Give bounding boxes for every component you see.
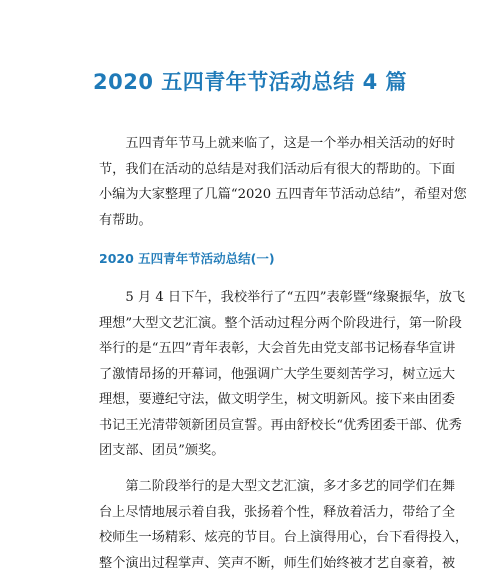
paragraph-line: 校师生一场精彩、炫亮的节目。台上演得用心，台下看得投入， [99,525,421,551]
body-paragraph-2 [99,474,421,576]
paragraph-line: 举行的是“五四”青年表彰，大会首先由党支部书记杨春华宣讲 [99,336,421,362]
paragraph-line: 节，我们在活动的总结是对我们活动后有很大的帮助的。下面 [99,157,421,183]
paragraph-line: 了激情昂扬的开幕词，他强调广大学生要刻苦学习，树立远大 [99,362,421,388]
paragraph-line: 五四青年节马上就来临了，这是一个举办相关活动的好时 [99,131,421,157]
paragraph-line: 理想，要遵纪守法，做文明学生，树文明新风。接下来由团委 [99,387,421,413]
paragraph-line: 5 月 4 日下午，我校举行了“五四”表彰暨“缘聚振华，放飞 [99,285,421,311]
intro-paragraph [99,131,421,233]
paragraph-line: 小编为大家整理了几篇“2020 五四青年节活动总结”，希望对您 [99,182,421,208]
paragraph-line: 第二阶段举行的是大型文艺汇演，多才多艺的同学们在舞 [99,474,421,500]
paragraph-line: 整个演出过程掌声、笑声不断，师生们始终被才艺自豪着，被 [99,551,421,576]
paragraph-line: 有帮助。 [99,208,421,234]
section-title: 2020 五四青年节活动总结(一) [99,249,275,267]
paragraph-line: 台上尽情地展示着自我，张扬着个性，释放着活力，带给了全 [99,500,421,526]
paragraph-line: 书记王光清带领新团员宣誓。再由舒校长“优秀团委干部、优秀 [99,413,421,439]
body-paragraph-1 [99,285,421,464]
paragraph-line: 团支部、团员”颁奖。 [99,438,421,464]
document-title: 2020 五四青年节活动总结 4 篇 [0,66,500,96]
paragraph-line: 理想”大型文艺汇演。整个活动过程分两个阶段进行，第一阶段 [99,311,421,337]
